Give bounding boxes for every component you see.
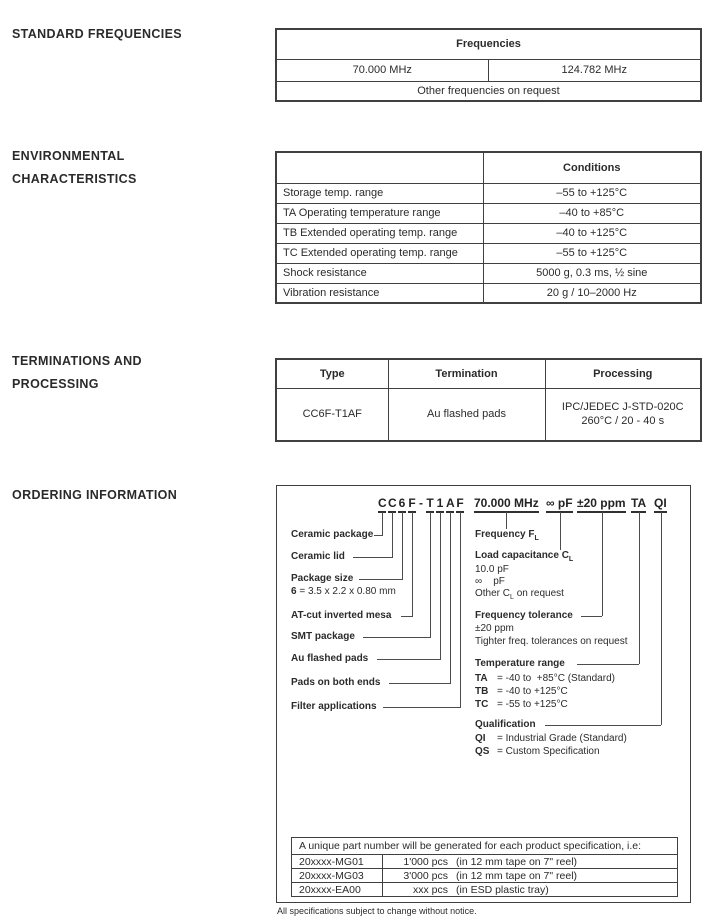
connector-line <box>412 512 413 616</box>
part-numbers-table <box>291 837 678 897</box>
table-row <box>276 29 701 59</box>
parameter-cell: Vibration resistance <box>276 283 483 303</box>
table-row <box>292 855 678 869</box>
packing-desc: (in 12 mm tape on 7" reel) <box>456 869 578 882</box>
frequency-value: 70.000 MHz <box>276 59 488 81</box>
quantity: 3'000 pcs <box>403 869 448 882</box>
connector-line <box>581 616 602 617</box>
qual-desc: = Custom Specification <box>497 746 600 757</box>
connector-line <box>506 512 507 529</box>
label-filter-applications: Filter applications <box>291 701 377 712</box>
connector-line <box>401 616 413 617</box>
part-tolerance-segment: ±20 ppm <box>577 497 626 513</box>
qualification-option <box>475 733 627 745</box>
table-row <box>276 152 701 183</box>
load-cap-label-text: Load capacitance C <box>475 550 569 561</box>
package-size-dims: = 3.5 x 2.2 x 0.80 mm <box>296 586 396 597</box>
label-frequency <box>475 529 539 542</box>
label-load-capacitance <box>475 550 573 563</box>
packing-desc: (in 12 mm tape on 7" reel) <box>456 855 578 868</box>
packing-desc: (in ESD plastic tray) <box>456 883 549 896</box>
connector-line <box>602 512 603 616</box>
label-ceramic-package: Ceramic package <box>291 529 374 540</box>
label-at-cut: AT-cut inverted mesa <box>291 610 392 621</box>
packing-cell <box>383 869 678 883</box>
heading-line: PROCESSING <box>12 377 99 391</box>
table-row <box>292 883 678 897</box>
label-pads-both-ends: Pads on both ends <box>291 677 381 688</box>
type-cell: CC6F-T1AF <box>276 388 388 441</box>
condition-cell: –55 to +125°C <box>483 183 701 203</box>
temp-code: TC <box>475 699 489 710</box>
termination-cell: Au flashed pads <box>388 388 545 441</box>
connector-line <box>383 707 461 708</box>
heading-line: CHARACTERISTICS <box>12 172 137 186</box>
table-row <box>276 283 701 303</box>
temp-range-option <box>475 699 568 711</box>
part-char: F <box>456 497 464 513</box>
connector-line <box>560 512 561 551</box>
label-frequency-tolerance: Frequency tolerance <box>475 610 573 621</box>
table-row <box>276 81 701 101</box>
part-qualification-segment: QI <box>654 497 667 513</box>
table-row <box>276 243 701 263</box>
connector-line <box>545 725 661 726</box>
connector-line <box>392 512 393 557</box>
label-package-size-detail <box>291 586 396 598</box>
load-cap-option: ∞ pF <box>475 576 505 587</box>
qual-desc: = Industrial Grade (Standard) <box>497 733 627 744</box>
qualification-option <box>475 746 600 758</box>
label-qualification: Qualification <box>475 719 536 730</box>
conditions-header: Conditions <box>483 152 701 183</box>
connector-line <box>577 664 639 665</box>
packing-cell <box>383 883 678 897</box>
temp-desc: = -40 to +85°C (Standard) <box>497 673 615 684</box>
temp-range-option <box>475 673 615 685</box>
connector-line <box>353 557 393 558</box>
table-row <box>292 838 678 855</box>
section-heading-ordering: ORDERING INFORMATION <box>12 488 178 502</box>
part-char: C <box>378 497 386 513</box>
tolerance-option: Tighter freq. tolerances on request <box>475 636 628 647</box>
load-cap-option: 10.0 pF <box>475 564 509 575</box>
connector-line <box>661 512 662 725</box>
table-row <box>276 203 701 223</box>
parameter-cell: Shock resistance <box>276 263 483 283</box>
table-row <box>276 183 701 203</box>
processing-header: Processing <box>545 359 701 388</box>
processing-cell <box>545 388 701 441</box>
connector-line <box>389 683 451 684</box>
part-number-cell: 20xxxx-EA00 <box>292 883 383 897</box>
connector-line <box>639 512 640 664</box>
part-char: 1 <box>436 497 444 513</box>
frequencies-table-header: Frequencies <box>276 29 701 59</box>
part-number-code <box>378 497 464 513</box>
type-header: Type <box>276 359 388 388</box>
part-frequency-segment: 70.000 MHz <box>474 497 539 513</box>
frequency-value: 124.782 MHz <box>488 59 701 81</box>
qual-code: QI <box>475 733 486 744</box>
part-char: A <box>446 497 454 513</box>
table-row <box>292 869 678 883</box>
part-char: - <box>419 496 423 510</box>
load-cap-subscript: L <box>568 556 574 563</box>
label-smt-package: SMT package <box>291 631 355 642</box>
label-package-size: Package size <box>291 573 354 584</box>
connector-line <box>460 512 461 707</box>
section-heading-environmental <box>12 145 137 191</box>
condition-cell: –55 to +125°C <box>483 243 701 263</box>
table-row <box>276 263 701 283</box>
heading-line: TERMINATIONS AND <box>12 354 142 368</box>
frequency-label-text: Frequency F <box>475 529 535 540</box>
condition-cell: 5000 g, 0.3 ms, ½ sine <box>483 263 701 283</box>
table-row <box>276 359 701 388</box>
parameter-cell: Storage temp. range <box>276 183 483 203</box>
processing-line: IPC/JEDEC J-STD-020C <box>561 401 684 414</box>
connector-line <box>430 512 431 637</box>
terminations-table <box>275 358 702 442</box>
connector-line <box>374 535 383 536</box>
condition-cell: –40 to +85°C <box>483 203 701 223</box>
condition-cell: –40 to +125°C <box>483 223 701 243</box>
temp-code: TA <box>475 673 488 684</box>
frequency-subscript: L <box>534 535 539 542</box>
parameter-cell: TC Extended operating temp. range <box>276 243 483 263</box>
temp-desc: = -40 to +125°C <box>497 686 568 697</box>
temp-range-option <box>475 686 568 698</box>
connector-line <box>382 512 383 535</box>
package-size-code: 6 <box>291 586 297 597</box>
termination-header: Termination <box>388 359 545 388</box>
qual-code: QS <box>475 746 490 757</box>
connector-line <box>359 579 403 580</box>
load-cap-option <box>475 588 564 601</box>
frequencies-table <box>275 28 702 102</box>
part-char: 6 <box>398 497 406 513</box>
quantity: 1'000 pcs <box>403 855 448 868</box>
table-row <box>276 223 701 243</box>
table-row <box>276 59 701 81</box>
condition-cell: 20 g / 10–2000 Hz <box>483 283 701 303</box>
part-char: T <box>426 497 434 513</box>
parameter-cell: TB Extended operating temp. range <box>276 223 483 243</box>
connector-line <box>440 512 441 659</box>
tolerance-option: ±20 ppm <box>475 623 514 634</box>
connector-line <box>377 659 441 660</box>
part-load-capacitance-segment: ∞ pF <box>546 497 573 513</box>
other-cl-pre: Other C <box>475 588 511 599</box>
quantity: xxx pcs <box>412 883 448 896</box>
part-char: F <box>408 497 416 513</box>
heading-line: ENVIRONMENTAL <box>12 149 125 163</box>
part-temp-range-segment: TA <box>631 497 646 513</box>
other-cl-post: on request <box>513 588 564 599</box>
label-ceramic-lid: Ceramic lid <box>291 551 345 562</box>
part-numbers-header: A unique part number will be generated for each product specification, i.e: <box>292 838 678 855</box>
label-temperature-range: Temperature range <box>475 658 565 669</box>
temp-code: TB <box>475 686 489 697</box>
connector-line <box>363 637 431 638</box>
section-heading-standard-frequencies: STANDARD FREQUENCIES <box>12 27 182 41</box>
connector-line <box>450 512 451 683</box>
frequencies-note: Other frequencies on request <box>276 81 701 101</box>
table-row <box>276 388 701 441</box>
other-cl-subscript: L <box>510 594 514 601</box>
processing-line: 260°C / 20 - 40 s <box>581 415 665 428</box>
environmental-table <box>275 151 702 304</box>
packing-cell <box>383 855 678 869</box>
parameter-cell: TA Operating temperature range <box>276 203 483 223</box>
part-char: C <box>388 497 396 513</box>
connector-line <box>402 512 403 579</box>
section-heading-terminations <box>12 350 142 396</box>
footnote: All specifications subject to change without notice. <box>277 906 477 916</box>
label-au-flashed-pads: Au flashed pads <box>291 653 369 664</box>
temp-desc: = -55 to +125°C <box>497 699 568 710</box>
ordering-diagram-box <box>276 485 691 903</box>
empty-header-cell <box>276 152 483 183</box>
part-number-cell: 20xxxx-MG03 <box>292 869 383 883</box>
part-number-cell: 20xxxx-MG01 <box>292 855 383 869</box>
